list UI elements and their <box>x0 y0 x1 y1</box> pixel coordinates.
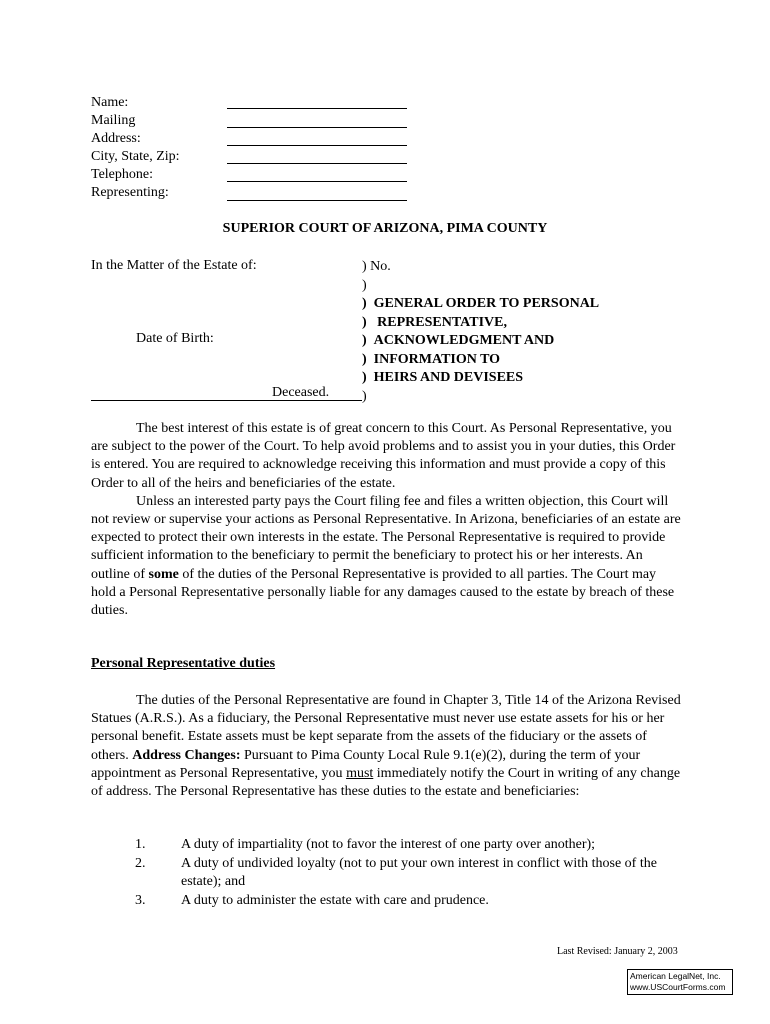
city-state-zip-line[interactable] <box>227 163 407 164</box>
representing-line[interactable] <box>227 200 407 201</box>
intro-paragraph-2: Unless an interested party pays the Court filing fee and files a written objection, this Court will not review or supervise your actions as Personal Representative. In Arizona, beneficiaries of an estate are expected to protect their own interests in the estate. The Personal Representative is required to provide sufficient information to the beneficiary to permit the beneficiary to protect his or her interests. An outline of some of the duties of the Personal Representative is provided to all parties. The Court may hold a Personal Representative personally liable for any damages caused to the estate by breach of these duties. <box>91 493 681 619</box>
list-number: 2. <box>135 855 146 871</box>
representing-label: Representing: <box>91 185 169 200</box>
list-item <box>91 836 691 855</box>
matter-label: In the Matter of the Estate of: <box>91 258 257 273</box>
caption-right-column <box>362 258 599 406</box>
name-line[interactable] <box>227 108 407 109</box>
deceased-underline <box>272 400 362 401</box>
list-number: 3. <box>135 892 146 908</box>
list-text: A duty to administer the estate with care and prudence. <box>181 892 489 908</box>
caption-title-line-2: ) REPRESENTATIVE, <box>362 314 507 330</box>
duties-paragraph: The duties of the Personal Representative are found in Chapter 3, Title 14 of the Arizona Revised Statues (A.R.S.). As a fiduciary, the Personal Representative must never use estate assets for his or her personal benefit. Estate assets must be kept separate from the assets of the fiduciary or the assets of others. Address Changes: Pursuant to Pima County Local Rule 9.1(e)(2), during the term of your appointment as Personal Representative, you must immediately notify the Court in writing of any change of address. The Personal Representative has these duties to the estate and beneficiaries: <box>91 693 681 800</box>
deceased-label: Deceased. <box>272 385 330 400</box>
list-item <box>91 892 691 911</box>
mailing-label: Mailing <box>91 113 136 128</box>
address-changes-label: Address Changes: <box>132 747 241 763</box>
caption-paren-line-end: ) <box>362 388 367 404</box>
caption-paren-line: ) <box>362 277 371 293</box>
court-title: SUPERIOR COURT OF ARIZONA, PIMA COUNTY <box>222 221 548 236</box>
publisher-box[interactable] <box>627 969 733 995</box>
case-number-line: ) No. <box>362 259 391 274</box>
publisher-url[interactable]: www.USCourtForms.com <box>630 982 726 992</box>
list-text: A duty of undivided loyalty (not to put your own interest in conflict with those of the estate); and <box>181 855 657 889</box>
mailing-line[interactable] <box>227 127 407 128</box>
last-revised: Last Revised: January 2, 2003 <box>557 946 678 957</box>
list-item <box>91 855 691 892</box>
section-heading: Personal Representative duties <box>91 656 276 671</box>
must-emphasis: must <box>346 765 374 781</box>
name-label: Name: <box>91 95 129 110</box>
caption-title-line-4: ) INFORMATION TO <box>362 351 501 367</box>
telephone-label: Telephone: <box>91 167 153 182</box>
intro-paragraph-1: The best interest of this estate is of great concern to this Court. As Personal Representative, you are subject to the power of the Court. To help avoid problems and to assist you in your duties, this Order is entered. You are required to acknowledge receiving this information and must provide a copy of this Order to all of the heirs and beneficiaries of the estate. <box>91 421 676 491</box>
caption-title-line-1: ) GENERAL ORDER TO PERSONAL <box>362 296 600 311</box>
date-of-birth-label: Date of Birth: <box>136 331 214 346</box>
caption-title-line-5: ) HEIRS AND DEVISEES <box>362 370 524 385</box>
address-line[interactable] <box>227 145 407 146</box>
telephone-line[interactable] <box>227 181 407 182</box>
publisher-name: American LegalNet, Inc. <box>630 971 721 981</box>
intro-paragraphs <box>91 420 681 620</box>
city-state-zip-label: City, State, Zip: <box>91 149 180 164</box>
duties-list <box>91 836 691 910</box>
list-number: 1. <box>135 837 146 852</box>
list-text: A duty of impartiality (not to favor the interest of one party over another); <box>181 837 596 852</box>
address-label: Address: <box>91 131 141 146</box>
caption-title-line-3: ) ACKNOWLEDGMENT AND <box>362 333 555 348</box>
